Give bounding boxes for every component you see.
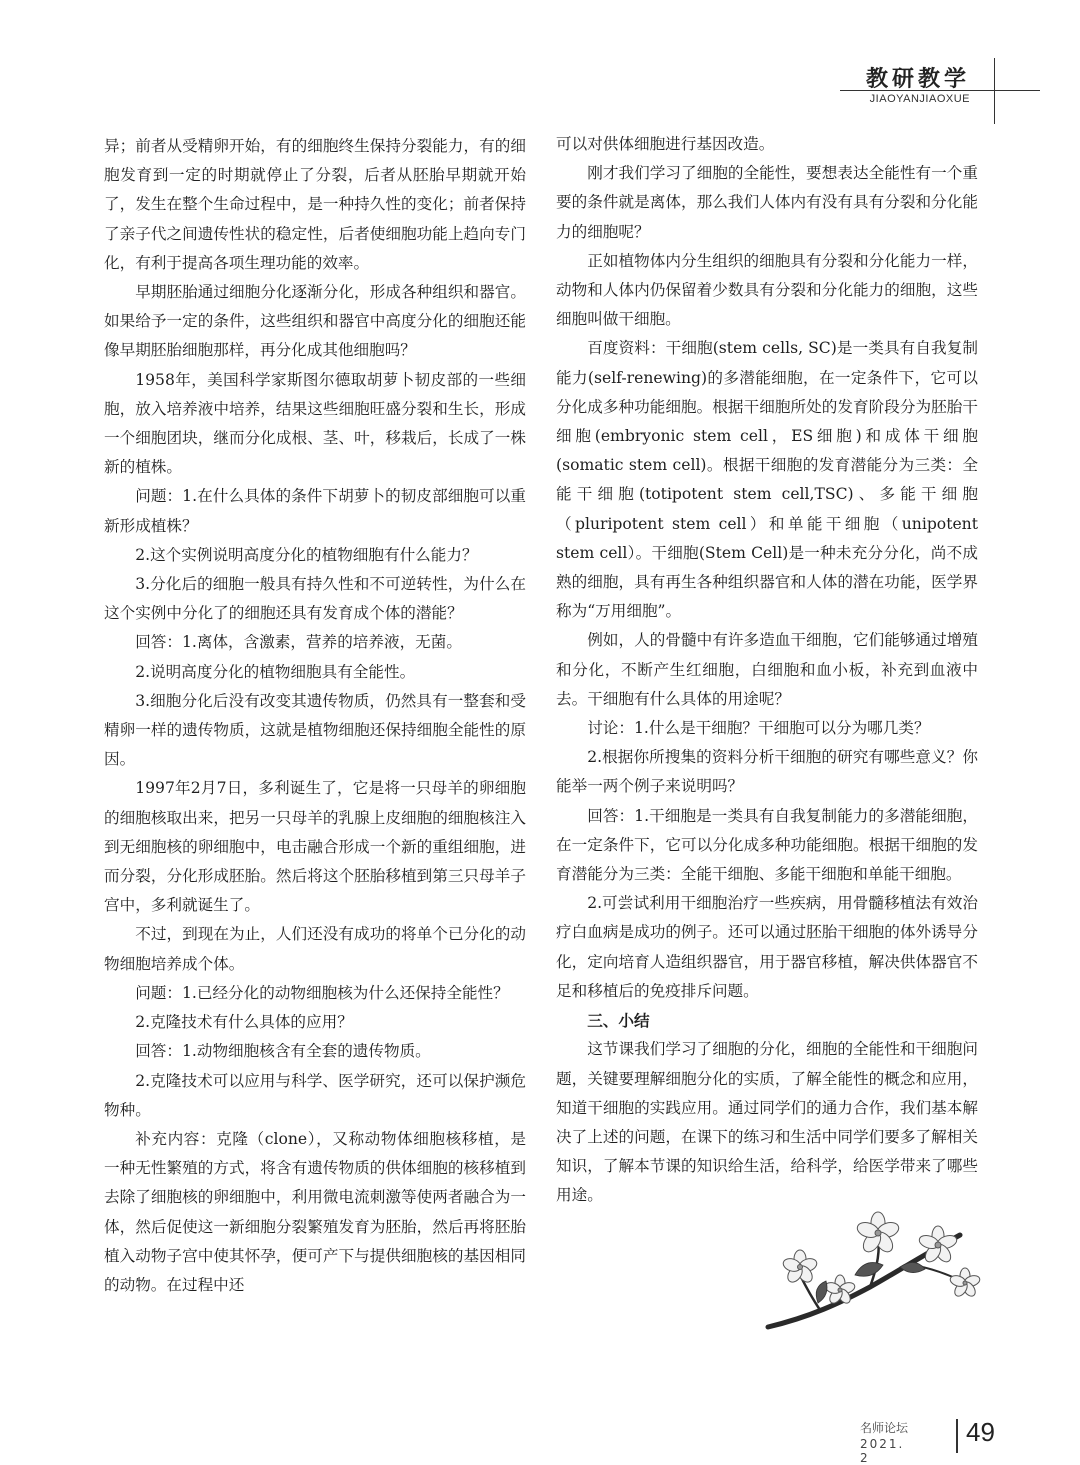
running-header bbox=[840, 60, 1080, 130]
paragraph: 正如植物体内分生组织的细胞具有分裂和分化能力一样，动物和人体内仍保留着少数具有分裂和分化能力的细胞，这些细胞叫做干细胞。 bbox=[556, 251, 978, 329]
right-column bbox=[556, 130, 978, 1211]
journal-name: 名师论坛 bbox=[860, 1421, 909, 1435]
header-vertical-rule bbox=[994, 58, 995, 124]
paragraph: 2.可尝试利用干细胞治疗一些疾病，用骨髓移植法有效治疗白血病是成功的例子。还可以通过胚胎干细胞的体外诱导分化，定向培育人造组织器官，用于器官移植，解决供体器官不足和移植后的免疫排斥问题。 bbox=[556, 894, 978, 1000]
paragraph: 异；前者从受精卵开始，有的细胞终生保持分裂能力，有的细胞发育到一定的时期就停止了分裂，后者从胚胎早期就开始了，发生在整个生命过程中，是一种持久性的变化；前者保持了亲子代之间遗传性状的稳定性，后者使细胞功能上趋向专门化，有利于提高各项生理功能的效率。 bbox=[104, 137, 526, 272]
paragraph: 3.分化后的细胞一般具有持久性和不可逆转性，为什么在这个实例中分化了的细胞还具有发育成个体的潜能？ bbox=[104, 575, 526, 623]
paragraph: 回答：1.干细胞是一类具有自我复制能力的多潜能细胞，在一定条件下，它可以分化成多种功能细胞。根据干细胞的发育潜能分为三类：全能干细胞、多能干细胞和单能干细胞。 bbox=[556, 806, 978, 884]
page-number: 49 bbox=[966, 1417, 995, 1447]
section-title: 教研教学 bbox=[865, 67, 970, 92]
section-heading: 三、小结 bbox=[587, 1011, 650, 1031]
left-column bbox=[104, 132, 526, 1300]
paragraph: 例如，人的骨髓中有许多造血干细胞，它们能够通过增殖和分化，不断产生红细胞，白细胞和血小板，补充到血液中去。干细胞有什么具体的用途呢？ bbox=[556, 631, 978, 708]
paragraph: 2.这个实例说明高度分化的植物细胞有什么能力？ bbox=[135, 545, 478, 564]
paragraph: 刚才我们学习了细胞的全能性，要想表达全能性有一个重要的条件就是离体，那么我们人体内有没有具有分裂和分化能力的细胞呢？ bbox=[556, 164, 978, 241]
paragraph: 2.说明高度分化的植物细胞具有全能性。 bbox=[135, 662, 416, 681]
paragraph: 回答：1.动物细胞核含有全套的遗传物质。 bbox=[135, 1042, 431, 1061]
paragraph: 1997年2月7日，多利诞生了，它是将一只母羊的卵细胞的细胞核取出来，把另一只母羊的乳腺上皮细胞的细胞核注入到无细胞核的卵细胞中，电击融合形成一个新的重组细胞，进而分裂，分化形成胚胎。然后将这个胚胎移植到第三只母羊子宫中，多利就诞生了。 bbox=[104, 779, 526, 915]
paragraph: 百度资料：干细胞(stem cells, SC)是一类具有自我复制能力(self-renewing)的多潜能细胞，在一定条件下，它可以分化成多种功能细胞。根据干细胞所处的发育阶段分为胚胎干细胞(embryonic stem cell，ES细胞)和成体干细胞(somatic stem cell)。根据干细胞的发育潜能分为三类：全能干细胞(totipotent stem cell,TSC)、多能干细胞（pluripotent stem cell）和单能干细胞（unipotent stem cell）。干细胞(Stem Cell)是一种未充分分化，尚不成熟的细胞，具有再生各种组织器官和人体的潜在功能，医学界称为“万用细胞”。 bbox=[556, 339, 978, 621]
paragraph: 早期胚胎通过细胞分化逐渐分化，形成各种组织和器官。如果给予一定的条件，这些组织和器官中高度分化的细胞还能像早期胚胎细胞那样，再分化成其他细胞吗？ bbox=[104, 283, 526, 360]
paragraph: 这节课我们学习了细胞的分化，细胞的全能性和干细胞问题，关键要理解细胞分化的实质，了解全能性的概念和应用，知道干细胞的实践应用。通过同学们的通力合作，我们基本解决了上述的问题，在课下的练习和生活中同学们要多了解相关知识，了解本节课的知识给生活，给科学，给医学带来了哪些用途。 bbox=[556, 1040, 978, 1205]
paragraph: 可以对供体细胞进行基因改造。 bbox=[556, 135, 775, 153]
paragraph: 3.细胞分化后没有改变其遗传物质，仍然具有一整套和受精卵一样的遗传物质，这就是植物细胞还保持细胞全能性的原因。 bbox=[104, 691, 526, 769]
paragraph: 回答：1.离体，含激素，营养的培养液，无菌。 bbox=[135, 633, 462, 652]
paragraph: 问题：1.已经分化的动物细胞核为什么还保持全能性？ bbox=[135, 983, 509, 1002]
paragraph: 问题：1.在什么具体的条件下胡萝卜的韧皮部细胞可以重新形成植株？ bbox=[104, 487, 526, 535]
paragraph: 2.根据你所搜集的资料分析干细胞的研究有哪些意义？你能举一两个例子来说明吗？ bbox=[556, 748, 978, 796]
header-rule bbox=[840, 90, 1040, 91]
paragraph: 2.克隆技术可以应用与科学、医学研究，还可以保护濒危物种。 bbox=[104, 1071, 526, 1119]
footer-rule bbox=[956, 1419, 958, 1453]
paragraph: 补充内容：克隆（clone），又称动物体细胞核移植，是一种无性繁殖的方式，将含有遗传物质的供体细胞的核移植到去除了细胞核的卵细胞中，利用微电流刺激等使两者融合为一体，然后促使这一新细胞分裂繁殖发育为胚胎，然后再将胚胎植入动物子宫中使其怀孕，便可产下与提供细胞核的基因相同的动物。在过程中还 bbox=[104, 1129, 526, 1294]
flower-branch-illustration bbox=[760, 1205, 990, 1335]
section-subtitle: JIAOYANJIAOXUE bbox=[869, 93, 970, 105]
page-footer bbox=[860, 1405, 1020, 1465]
paragraph: 2.克隆技术有什么具体的应用？ bbox=[135, 1013, 353, 1032]
paragraph: 1958年，美国科学家斯图尔德取胡萝卜韧皮部的一些细胞，放入培养液中培养，结果这些细胞旺盛分裂和生长，形成一个细胞团块，继而分化成根、茎、叶，移栽后，长成了一株新的植株。 bbox=[104, 370, 526, 477]
paragraph: 讨论：1.什么是干细胞？干细胞可以分为哪几类？ bbox=[587, 719, 930, 738]
issue-number: 2021. 2 bbox=[860, 1437, 905, 1465]
paragraph: 不过，到现在为止，人们还没有成功的将单个已分化的动物细胞培养成个体。 bbox=[104, 925, 526, 973]
